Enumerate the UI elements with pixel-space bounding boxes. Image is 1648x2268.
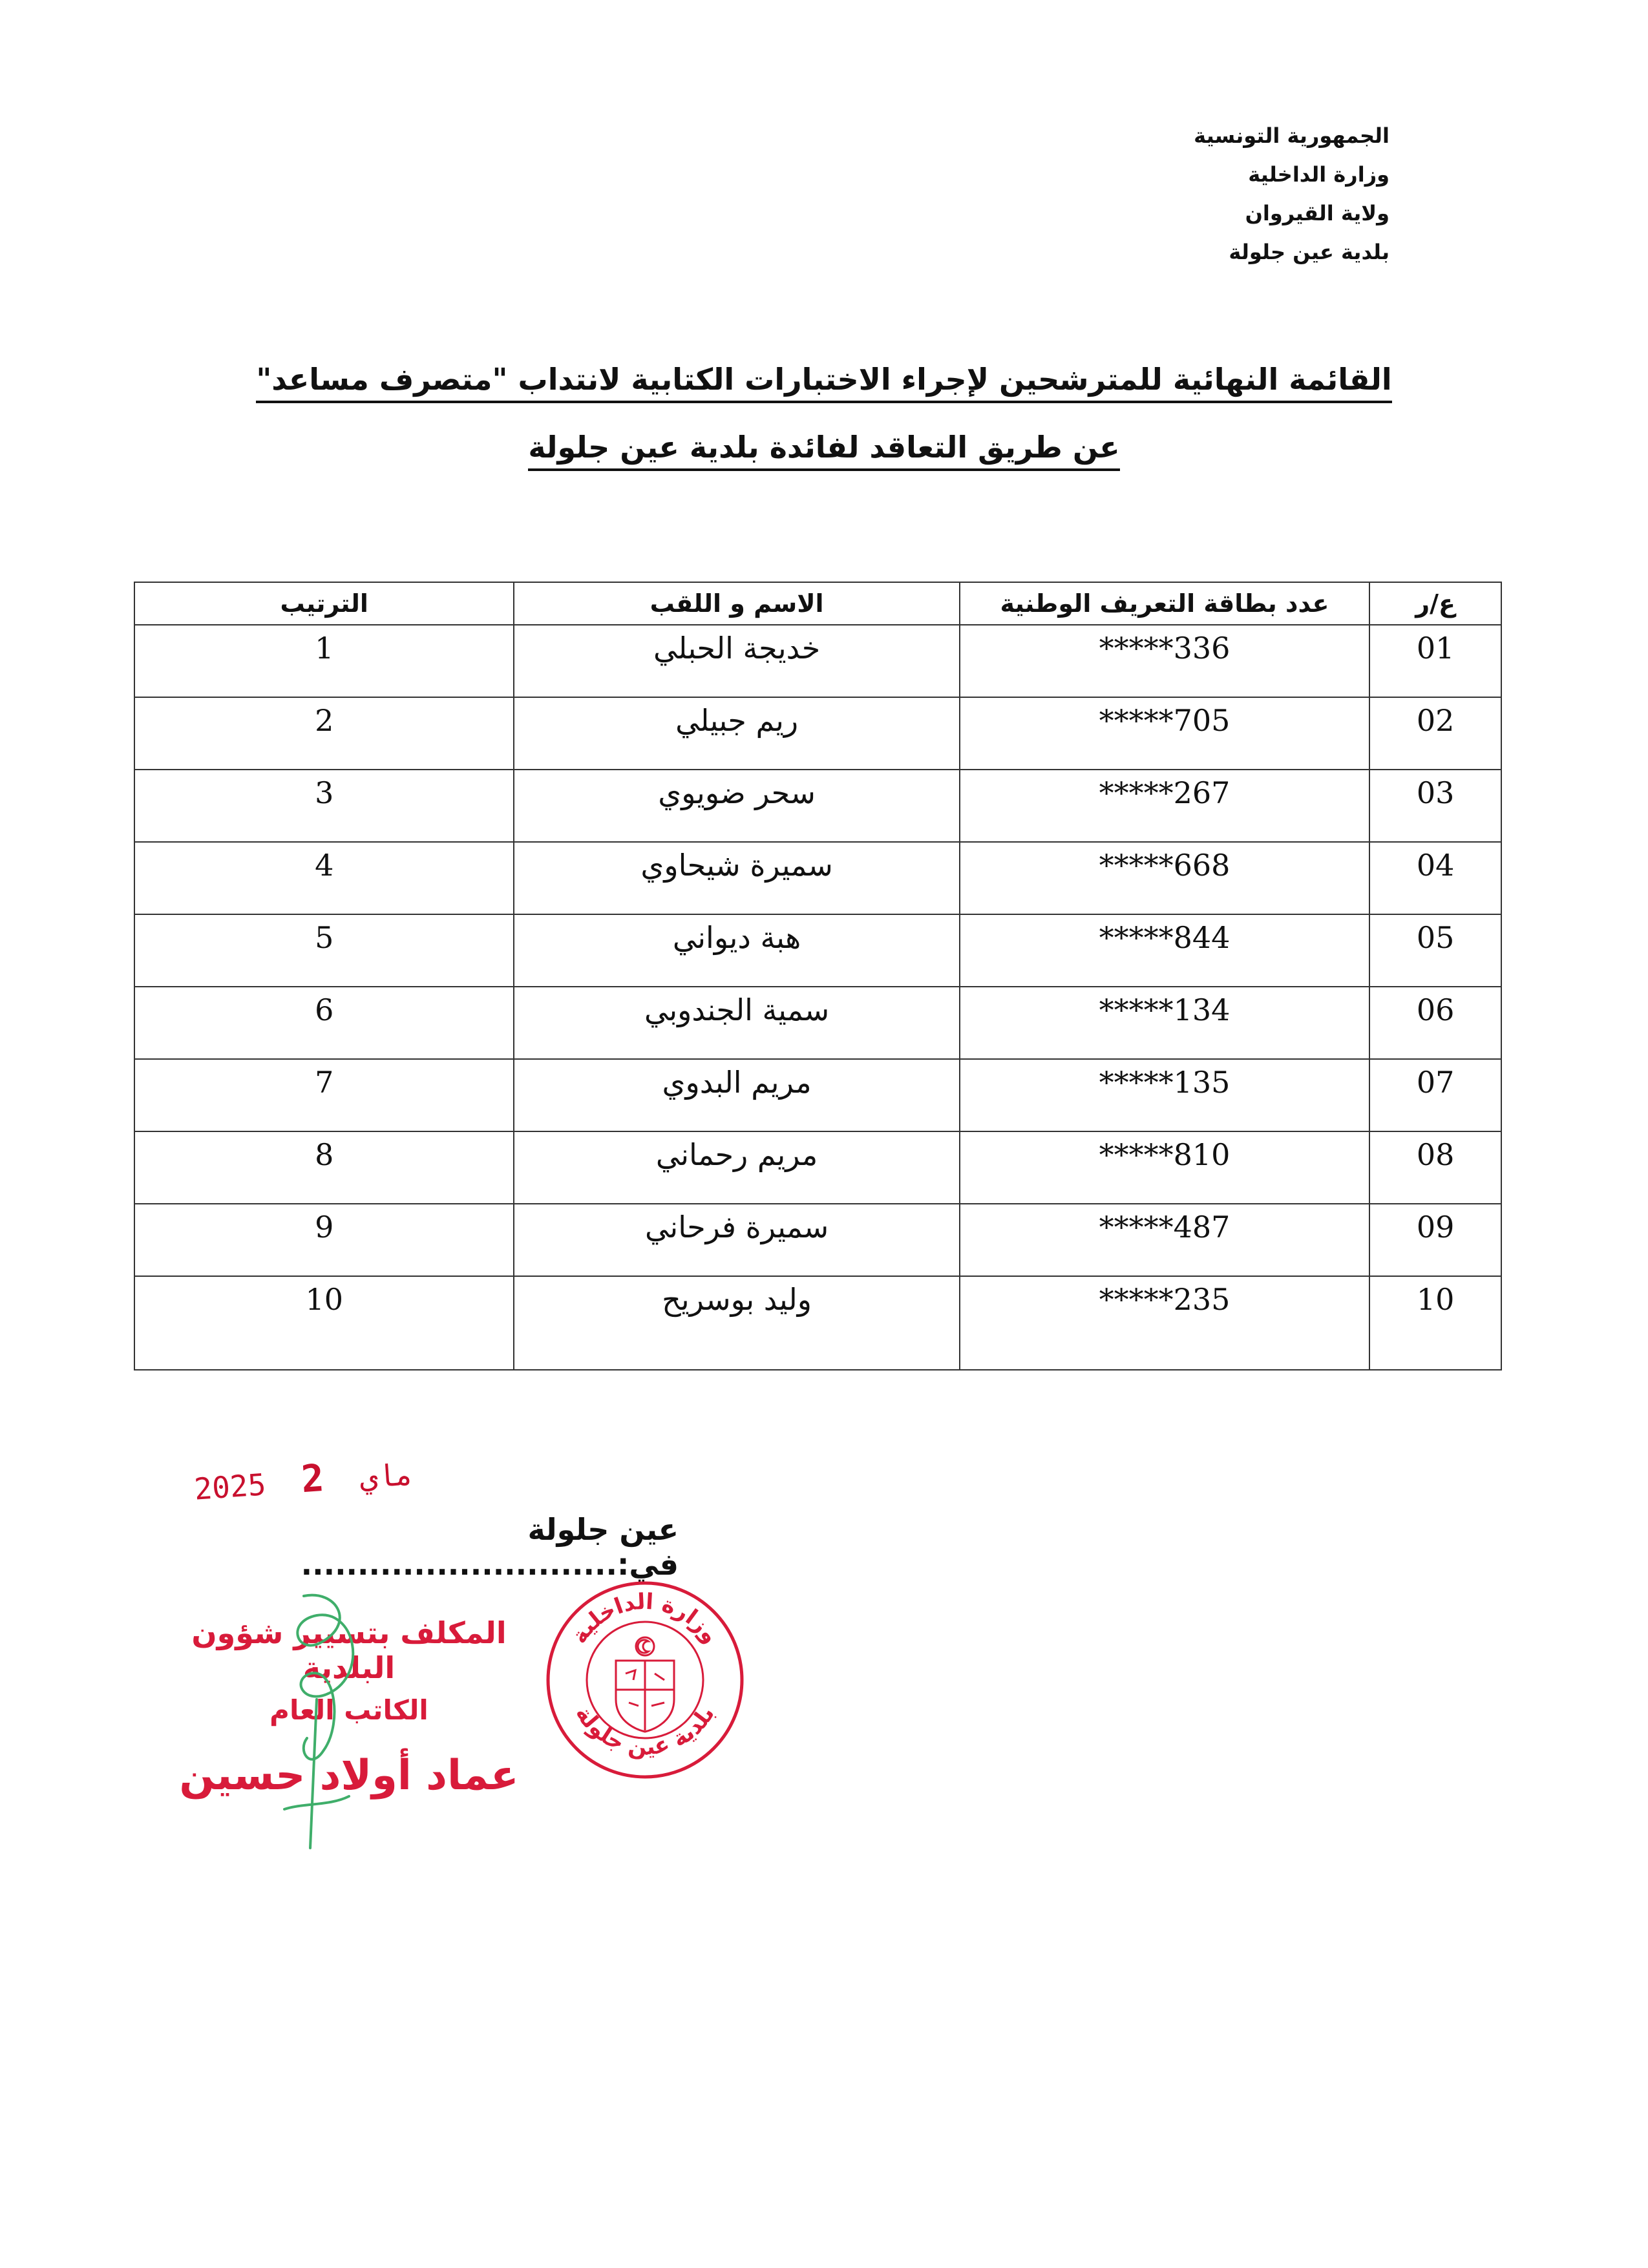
row-id-card: *****668 — [960, 842, 1369, 914]
row-rank: 5 — [134, 914, 514, 987]
row-id-card: *****810 — [960, 1131, 1369, 1204]
row-full-name: هبة ديواني — [514, 914, 959, 987]
table-row — [134, 1059, 1501, 1131]
document-title — [0, 362, 1648, 397]
row-rank: 4 — [134, 842, 514, 914]
row-rank: 9 — [134, 1204, 514, 1276]
row-serial: 05 — [1369, 914, 1501, 987]
row-id-card: *****844 — [960, 914, 1369, 987]
row-rank: 6 — [134, 987, 514, 1059]
table-row — [134, 697, 1501, 770]
table-row — [134, 914, 1501, 987]
letterhead-line-republic: الجمهورية التونسية — [1194, 123, 1389, 148]
seal-bottom-text: بلدية عين جلولة — [570, 1701, 720, 1761]
row-serial: 08 — [1369, 1131, 1501, 1204]
letterhead-line-ministry: وزارة الداخلية — [1248, 162, 1389, 187]
document-subtitle — [0, 430, 1648, 465]
row-id-card: *****705 — [960, 697, 1369, 770]
signer-title: المكلف بتسيير شؤون البلدية — [191, 1615, 507, 1685]
date-stamp-year: 2025 — [193, 1467, 268, 1507]
row-rank: 8 — [134, 1131, 514, 1204]
row-serial: 02 — [1369, 697, 1501, 770]
row-rank: 3 — [134, 770, 514, 842]
row-serial: 10 — [1369, 1276, 1501, 1370]
date-stamp-day: 2 — [299, 1455, 326, 1502]
row-serial: 04 — [1369, 842, 1501, 914]
row-full-name: خديجة الحبلي — [514, 625, 959, 697]
handwritten-signature — [246, 1583, 388, 1854]
row-full-name: مريم رحماني — [514, 1131, 959, 1204]
row-serial: 06 — [1369, 987, 1501, 1059]
signer-name: عماد أولاد حسين — [179, 1752, 519, 1800]
row-id-card: *****487 — [960, 1204, 1369, 1276]
row-serial: 07 — [1369, 1059, 1501, 1131]
title-line-1: القائمة النهائية للمترشحين لإجراء الاختبارات الكتابية لانتداب "متصرف مساعد" — [256, 362, 1391, 403]
row-serial: 03 — [1369, 770, 1501, 842]
municipal-seal — [542, 1577, 748, 1783]
place-date-dots: ............................ — [301, 1547, 617, 1582]
row-id-card: *****135 — [960, 1059, 1369, 1131]
signer-position: الكاتب العام — [269, 1694, 428, 1726]
header-rank: الترتيب — [134, 582, 514, 625]
letterhead-line-municipality: بلدية عين جلولة — [1229, 240, 1389, 264]
row-full-name: وليد بوسريح — [514, 1276, 959, 1370]
row-id-card: *****267 — [960, 770, 1369, 842]
table-row — [134, 1276, 1501, 1370]
row-id-card: *****235 — [960, 1276, 1369, 1370]
date-stamp-month: ماي — [358, 1456, 415, 1495]
header-serial: ع/ر — [1369, 582, 1501, 625]
row-id-card: *****336 — [960, 625, 1369, 697]
header-id-card: عدد بطاقة التعريف الوطنية — [960, 582, 1369, 625]
place-date-line — [174, 1512, 679, 1582]
row-full-name: سمية الجندوبي — [514, 987, 959, 1059]
date-stamp — [193, 1449, 414, 1509]
row-id-card: *****134 — [960, 987, 1369, 1059]
row-serial: 01 — [1369, 625, 1501, 697]
candidates-table — [134, 582, 1502, 1370]
row-rank: 1 — [134, 625, 514, 697]
seal-top-text: وزارة الداخلية — [566, 1588, 724, 1648]
table-row — [134, 625, 1501, 697]
row-full-name: سحر ضويوي — [514, 770, 959, 842]
table-row — [134, 1204, 1501, 1276]
coat-of-arms-icon — [616, 1637, 674, 1732]
table-row — [134, 1131, 1501, 1204]
header-full-name: الاسم و اللقب — [514, 582, 959, 625]
letterhead — [1194, 116, 1389, 271]
row-rank: 7 — [134, 1059, 514, 1131]
table-header-row — [134, 582, 1501, 625]
row-full-name: مريم البدوي — [514, 1059, 959, 1131]
row-full-name: سميرة شيحاوي — [514, 842, 959, 914]
table-row — [134, 987, 1501, 1059]
table-row — [134, 842, 1501, 914]
row-rank: 2 — [134, 697, 514, 770]
row-full-name: سميرة فرحاني — [514, 1204, 959, 1276]
title-line-2: عن طريق التعاقد لفائدة بلدية عين جلولة — [528, 430, 1119, 471]
table-row — [134, 770, 1501, 842]
row-full-name: ريم جبيلي — [514, 697, 959, 770]
row-serial: 09 — [1369, 1204, 1501, 1276]
row-rank: 10 — [134, 1276, 514, 1370]
place-date-label: عين جلولة في: — [527, 1512, 679, 1582]
letterhead-line-governorate: ولاية القيروان — [1245, 201, 1389, 226]
